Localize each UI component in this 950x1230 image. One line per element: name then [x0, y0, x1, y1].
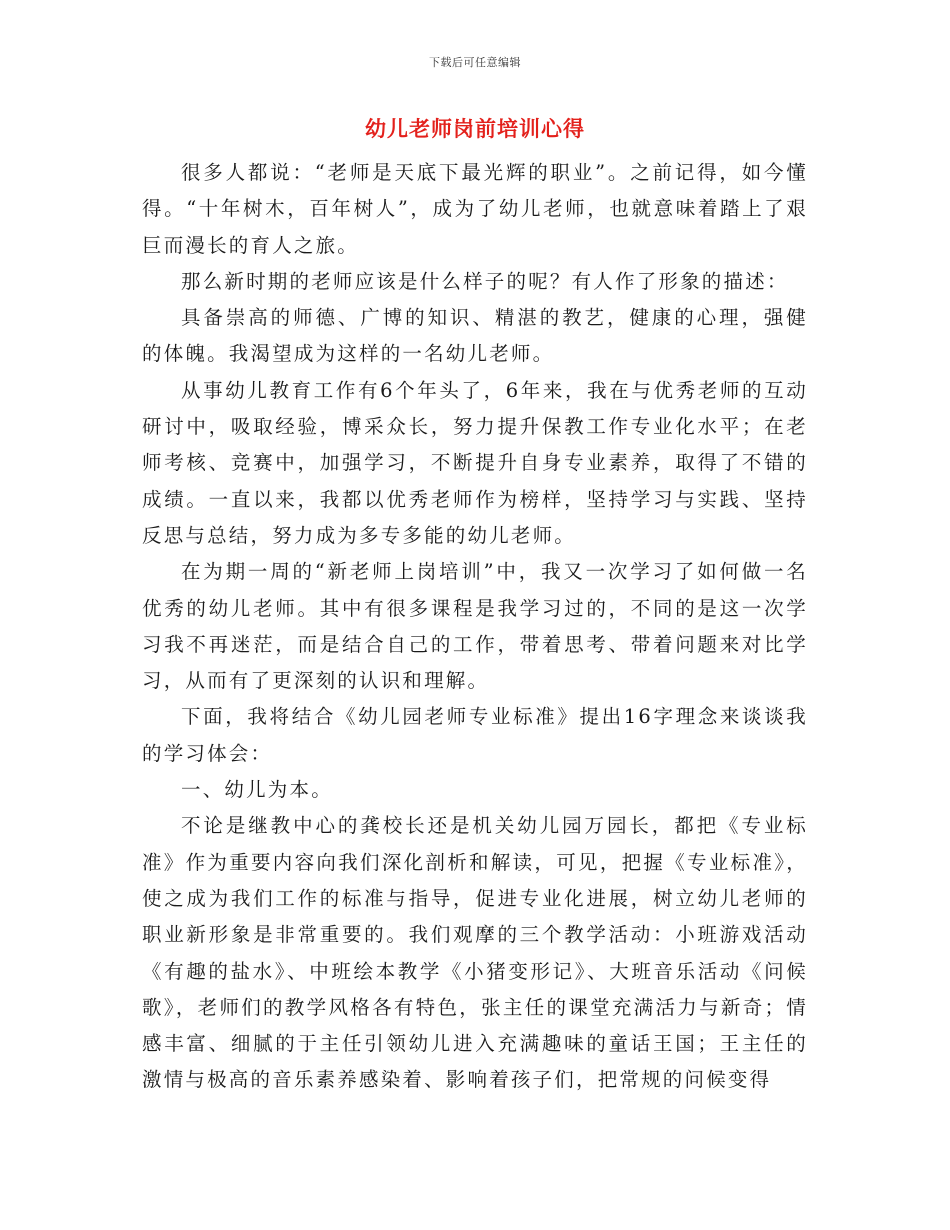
document-title: 幼儿老师岗前培训心得 — [365, 116, 585, 141]
header-note: 下载后可任意编辑 — [429, 56, 521, 69]
section-heading-child-centered: 一、幼儿为本。 — [181, 778, 333, 802]
paragraph-intro: 很多人都说：“老师是天底下最光辉的职业”。之前记得，如今懂得。“十年树木，百年树人”，成为了幼儿老师，也就意味着踏上了艰巨而漫长的育人之旅。 — [142, 161, 808, 257]
document-body — [142, 155, 808, 1099]
paragraph-experience: 从事幼儿教育工作有6个年头了，6年来，我在与优秀老师的互动研讨中，吸取经验，博采众长，努力提升保教工作专业化水平；在老师考核、竞赛中，加强学习，不断提升自身专业素养，取得了不错的成绩。一直以来，我都以优秀老师作为榜样，坚持学习与实践、坚持反思与总结，努力成为多专多能的幼儿老师。 — [142, 378, 808, 547]
paragraph-training: 在为期一周的“新老师上岗培训”中，我又一次学习了如何做一名优秀的幼儿老师。其中有很多课程是我学习过的，不同的是这一次学习我不再迷茫，而是结合自己的工作，带着思考、带着问题来对比学习，从而有了更深刻的认识和理解。 — [142, 560, 808, 693]
paragraph-question: 那么新时期的老师应该是什么样子的呢？有人作了形象的描述： — [181, 269, 789, 293]
paragraph-standard-intro: 下面，我将结合《幼儿园老师专业标准》提出16字理念来谈谈我的学习体会： — [142, 705, 808, 765]
paragraph-observation: 不论是继教中心的龚校长还是机关幼儿园万园长，都把《专业标准》作为重要内容向我们深化剖析和解读，可见，把握《专业标准》，使之成为我们工作的标准与指导，促进专业化进展，树立幼儿老师的职业新形象是非常重要的。我们观摩的三个教学活动：小班游戏活动《有趣的盐水》、中班绘本教学《小猪变形记》、大班音乐活动《问候歌》，老师们的教学风格各有特色，张主任的课堂充满活力与新奇；情感丰富、细腻的于主任引领幼儿进入充满趣味的童话王国；王主任的激情与极高的音乐素养感染着、影响着孩子们，把常规的问候变得 — [142, 814, 808, 1092]
paragraph-description: 具备崇高的师德、广博的知识、精湛的教艺，健康的心理，强健的体魄。我渴望成为这样的一名幼儿老师。 — [142, 306, 808, 366]
